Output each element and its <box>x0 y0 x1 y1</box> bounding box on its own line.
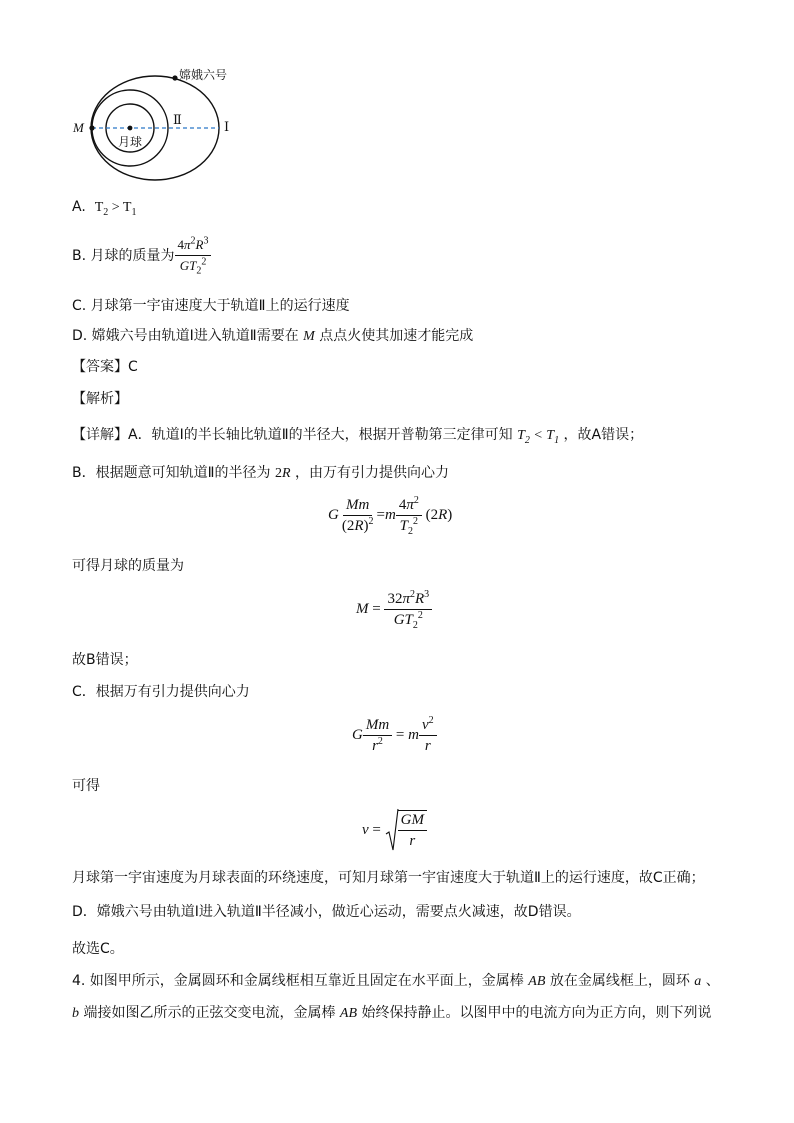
detail-b-result-intro: 可得月球的质量为 <box>72 558 184 574</box>
point-M-label: M <box>73 120 84 135</box>
moon-label: 月球 <box>118 135 143 149</box>
answer-value: C <box>128 359 138 375</box>
question-4-line-2 <box>72 1004 711 1023</box>
orbit-2-label: Ⅱ <box>173 112 182 127</box>
question-4-text-1c: 、 <box>705 973 720 989</box>
detail-a-formula: $T_2 < T_1$ <box>517 428 560 446</box>
detail-a <box>72 426 643 445</box>
option-c: C. 月球第一宇宙速度大于轨道Ⅱ上的运行速度 <box>72 298 350 314</box>
detail-c-result-intro: 可得 <box>72 778 100 794</box>
detail-b-2R: 2R <box>274 466 291 481</box>
analysis-label: 【解析】 <box>72 391 128 407</box>
answer-label: 【答案】 <box>72 359 128 375</box>
question-4-text-1a: 4. 如图甲所示，金属圆环和金属线框相互靠近且固定在水平面上，金属棒 <box>72 973 524 989</box>
point-M <box>89 125 94 130</box>
orbit-figure <box>60 62 260 192</box>
equation-velocity: v = $\frac{GM}{r}$ <box>362 808 427 852</box>
option-a-prefix: A. <box>72 199 86 215</box>
question-4-text-2a: 端接如图乙所示的正弦交变电流，金属棒 <box>83 1005 336 1021</box>
option-b-formula: $\frac{4\pi^2R^3}{GT_2^2}$ <box>175 236 212 275</box>
option-a-formula: $T_2 > T_1$ <box>94 200 137 218</box>
detail-d-line: D．嫦娥六号由轨道Ⅰ进入轨道Ⅱ半径减小，做近心运动，需要点火减速，故D错误。 <box>72 904 581 920</box>
orbit-1-label: Ⅰ <box>224 119 230 134</box>
moon-center <box>128 126 133 131</box>
question-4-a: a <box>694 974 702 989</box>
detail-c-line: C．根据万有引力提供向心力 <box>72 684 250 700</box>
question-4-line-1 <box>72 972 720 991</box>
question-4-text-1b: 放在金属线框上，圆环 <box>549 973 690 989</box>
equation-gravity-orbit2: G $\frac{Mm}{(2R)^2}$ =m $\frac{4\pi^2}{T_2^2}$ (2R) <box>328 495 453 537</box>
probe-position <box>172 75 177 80</box>
probe-label: 嫦娥六号 <box>179 68 228 82</box>
equation-centripetal: G $\frac{Mm}{r^2}$ = m $\frac{v^2}{r}$ <box>352 716 437 755</box>
question-4-AB-2: AB <box>339 1006 358 1021</box>
equation-moon-mass: M = $\frac{32\pi^2R^3}{GT_2^2}$ <box>356 590 432 629</box>
option-d-text-2: 点点火使其加速才能完成 <box>319 328 474 344</box>
option-d <box>72 327 473 346</box>
question-4-text-2b: 始终保持静止。以图甲中的电流方向为正方向，则下列说 <box>361 1005 712 1021</box>
detail-b-text-1: B．根据题意可知轨道Ⅱ的半径为 <box>72 465 271 481</box>
choose-line: 故选C。 <box>72 941 124 957</box>
detail-b-conclusion: 故B错误； <box>72 652 138 668</box>
detail-a-text-1: 【详解】A．轨道Ⅰ的半长轴比轨道Ⅱ的半径大，根据开普勒第三定律可知 <box>72 427 513 443</box>
detail-c-conclusion: 月球第一宇宙速度为月球表面的环绕速度，可知月球第一宇宙速度大于轨道Ⅱ上的运行速度，故C正确； <box>72 870 705 886</box>
option-b-text: B. 月球的质量为 <box>72 247 175 264</box>
question-4-b: b <box>72 1006 79 1021</box>
option-d-M: M <box>303 329 315 344</box>
option-d-text-1: D. 嫦娥六号由轨道Ⅰ进入轨道Ⅱ需要在 <box>72 328 299 344</box>
option-b <box>72 236 211 275</box>
detail-a-text-2: ，故A错误； <box>563 427 644 443</box>
detail-b-text-2: ，由万有引力提供向心力 <box>294 465 449 481</box>
option-a <box>72 198 136 217</box>
detail-b <box>72 464 449 483</box>
question-4-AB: AB <box>528 974 546 989</box>
orbit-diagram <box>60 62 260 192</box>
sqrt-sign <box>385 808 399 852</box>
answer-line <box>72 358 138 376</box>
